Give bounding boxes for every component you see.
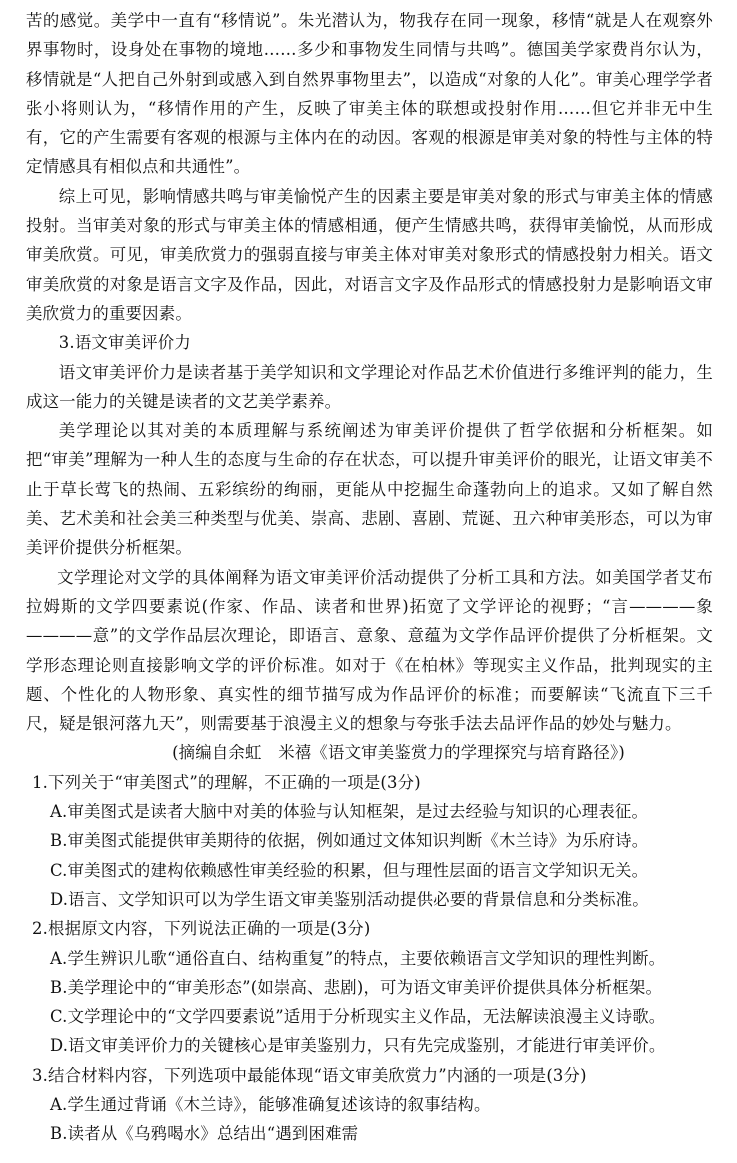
passage-paragraph-5: 文学理论对文学的具体阐释为语文审美评价活动提供了分析工具和方法。如美国学者艾布拉姆斯的文学四要素说(作家、作品、读者和世界)拓宽了文学评论的视野；“言————象————意”的文学作品层次理论，即语言、意象、意蕴为文学作品评价提供了分析框架。文学形态理论则直接影响文学的评价标准。如对于《在柏林》等现实主义作品，批判现实的主题、个性化的人物形象、真实性的细节描写成为作品评价的标准；而要解读“飞流直下三千尺，疑是银河落九天”，则需要基于浪漫主义的想象与夸张手法去品评作品的妙处与魅力。 <box>26 567 713 734</box>
question-3 <box>26 1061 713 1149</box>
section-heading-3: 3.语文审美评价力 <box>58 333 191 353</box>
option-c: C.审美图式的建构依赖感性审美经验的积累，但与理性层面的语言文学知识无关。 <box>50 860 649 880</box>
option-b: B.美学理论中的“审美形态”(如崇高、悲剧)，可为语文审美评价提供具体分析框架。 <box>50 977 663 997</box>
passage-paragraph-1: 苦的感觉。美学中一直有“移情说”。朱光潜认为，物我存在同一现象，移情“就是人在观察外界事物时，设身处在事物的境地……多少和事物发生同情与共鸣”。德国美学家费肖尔认为，移情就是“人把自己外射到或感入到自然界事物里去”，以造成“对象的人化”。审美心理学学者张小将则认为，“移情作用的产生，反映了审美主体的联想或投射作用……但它并非无中生有，它的产生需要有客观的根源与主体内在的动因。客观的根源是审美对象的特性与主体的特定情感具有相似点和共通性”。 <box>26 11 713 177</box>
option-d: D.语言、文学知识可以为学生语文审美鉴别活动提供必要的背景信息和分类标准。 <box>50 889 649 909</box>
question-stem: 2.根据原文内容，下列说法正确的一项是(3分) <box>32 919 371 939</box>
question-2 <box>26 914 713 1060</box>
passage-paragraph-2: 综上可见，影响情感共鸣与审美愉悦产生的因素主要是审美对象的形式与审美主体的情感投射。当审美对象的形式与审美主体的情感相通，便产生情感共鸣，获得审美愉悦，从而形成审美欣赏。可见，审美欣赏力的强弱直接与审美主体对审美对象形式的情感投射力相关。语文审美欣赏的对象是语言文字及作品，因此，对语言文字及作品形式的情感投射力是影响语文审美欣赏力的重要因素。 <box>26 186 713 323</box>
option-a: A.学生通过背诵《木兰诗》，能够准确复述该诗的叙事结构。 <box>50 1094 491 1114</box>
option-c: C.文学理论中的“文学四要素说”适用于分析现实主义作品，无法解读浪漫主义诗歌。 <box>50 1007 666 1027</box>
option-b: B.审美图式能提供审美期待的依据，例如通过文体知识判断《木兰诗》为乐府诗。 <box>50 831 649 851</box>
option-a: A.学生辨识儿歌“通俗直白、结构重复”的特点，主要依赖语言文学知识的理性判断。 <box>50 948 666 968</box>
source-citation: (摘编自余虹 米禧《语文审美鉴赏力的学理探究与培育路径》) <box>172 743 625 763</box>
passage-paragraph-3: 语文审美评价力是读者基于美学知识和文学理论对作品艺术价值进行多维评判的能力，生成这一能力的关键是读者的文艺美学素养。 <box>26 362 713 411</box>
option-a: A.审美图式是读者大脑中对美的体验与认知框架，是过去经验与知识的心理表征。 <box>50 802 649 822</box>
passage-paragraph-4: 美学理论以其对美的本质理解与系统阐述为审美评价提供了哲学依据和分析框架。如把“审美”理解为一种人生的态度与生命的存在状态，可以提升审美评价的眼光，让语文审美不止于草长莺飞的热闹、五彩缤纷的绚丽，更能从中挖掘生命蓬勃向上的追求。又如了解自然美、艺术美和社会美三种类型与优美、崇高、悲剧、喜剧、荒诞、丑六种审美形态，可以为审美评价提供分析框架。 <box>26 421 713 558</box>
question-stem: 1.下列关于“审美图式”的理解，不正确的一项是(3分) <box>32 772 421 792</box>
option-b: B.读者从《乌鸦喝水》总结出“遇到困难需 <box>50 1124 359 1144</box>
option-d: D.语文审美评价力的关键核心是审美鉴别力，只有先完成鉴别，才能进行审美评价。 <box>50 1036 666 1056</box>
document-page <box>26 6 713 1149</box>
question-stem: 3.结合材料内容，下列选项中最能体现“语文审美欣赏力”内涵的一项是(3分) <box>32 1065 587 1085</box>
question-1 <box>26 768 713 914</box>
